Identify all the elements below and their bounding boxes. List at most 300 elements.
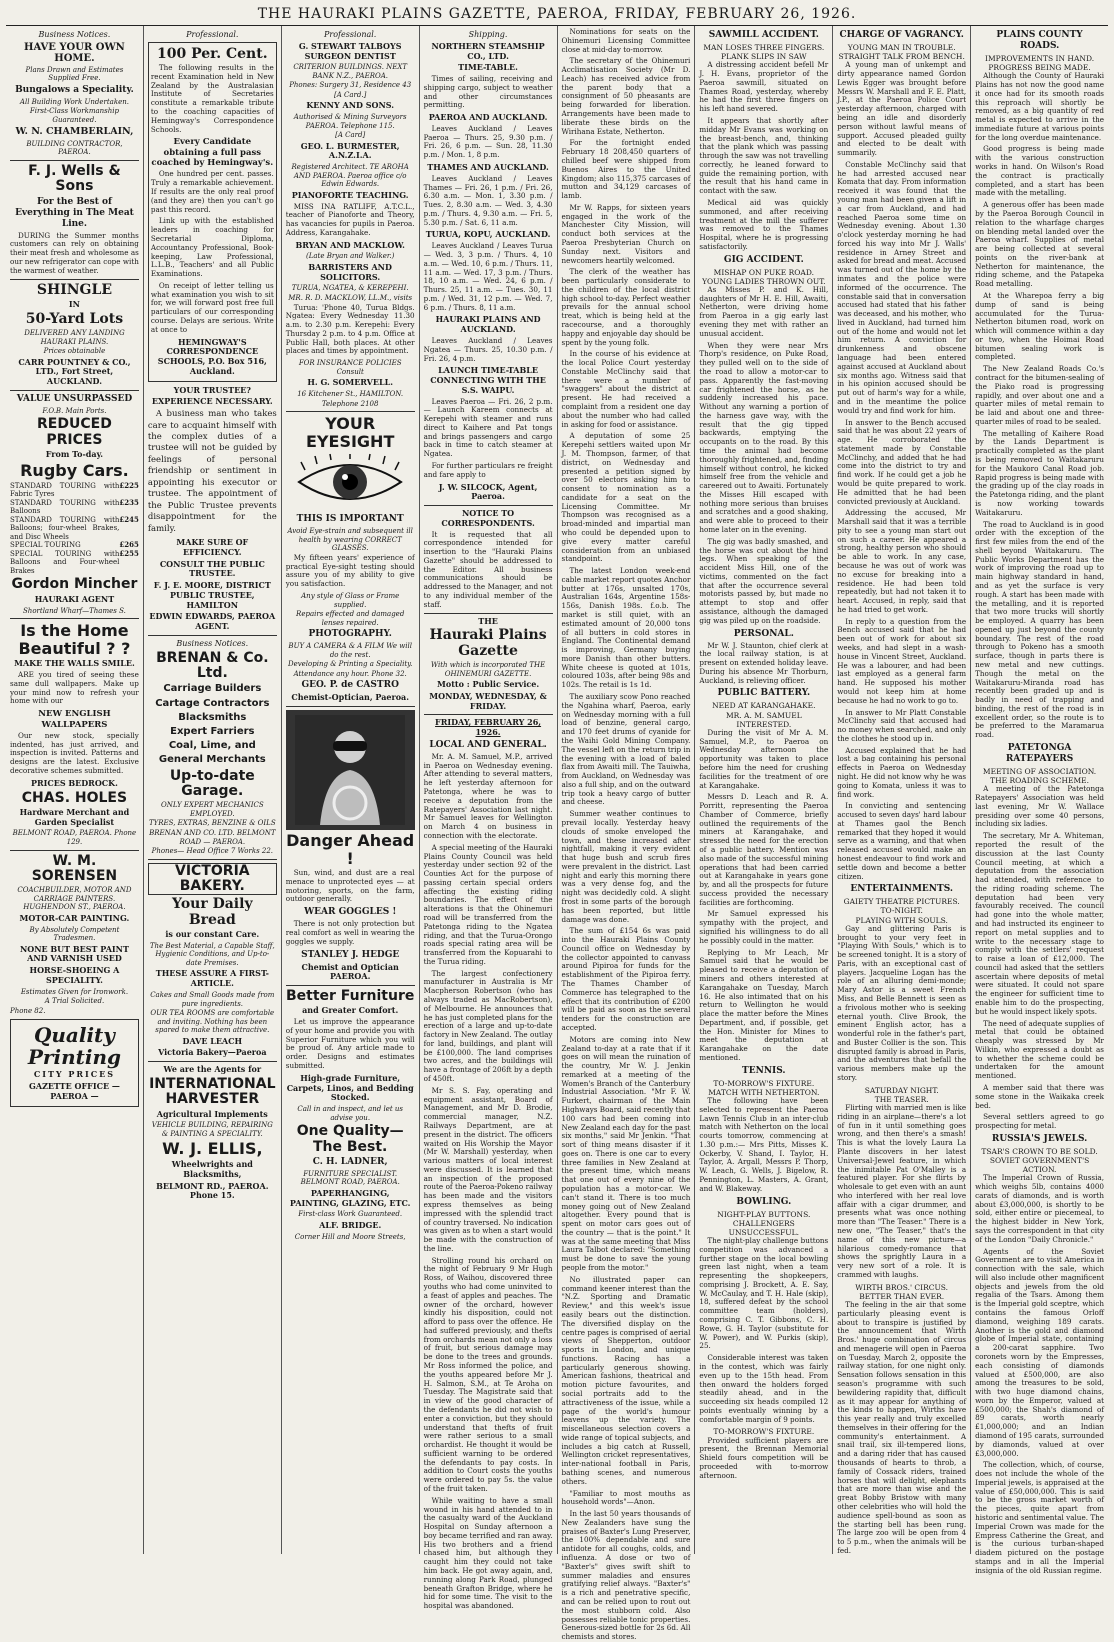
ad-headline: 100 Per. Cent. — [157, 45, 268, 62]
ad-text: Cakes and Small Goods made from pure ingredients. — [150, 990, 275, 1008]
article-paragraph: A young man of unkempt and dirty appearance named Gordon Lewis Egger was brought before Messrs W. Marshall and F. E. Platt, J.P., at the Paeroa Police Court yesterday afternoon, charged with being an idle and disorderly person without lawful means of support. Accused pleaded guilty and elected to be dealt with summarily. — [837, 60, 967, 158]
notice-heading: NOTICE TO CORRESPONDENTS. — [441, 508, 535, 528]
ad-text: [A Card.] — [334, 90, 367, 99]
ad-text: CITY PRICES — [33, 1069, 116, 1080]
ad-name: H. G. SOMERVELL. — [307, 377, 394, 388]
article-heading: TENNIS. — [742, 1065, 786, 1076]
timetable-rows: Leaves Auckland / Leaves Paeroa — Thurs. 25, 9.30 p.m. / Fri. 26, 6 p.m. — Sun. 28, 11.30 p.m. / Mon. 1, 8 p.m. — [423, 123, 553, 160]
hemingway-ad — [148, 42, 277, 382]
timetable-heading: PAEROA AND AUCKLAND. — [428, 112, 548, 123]
brenan-service-line: General Merchants — [158, 754, 266, 766]
car-price-row — [10, 516, 139, 542]
article-paragraph: Replying to Mr Leach, Mr Samuel said that he would be pleased to receive a deputation of miners and others interested at Karangahake on Tuesday, March 16. He also intimated that on his return to Wellington he would place the matter before the Mines Department, and, if possible, get the Hon. Minister for Mines to meet the deputation at Karangahake on the date mentioned. — [699, 947, 829, 1062]
ad-text: First-class Work Guaranteed. — [298, 1210, 403, 1219]
article-subheading: MR. A. M. SAMUEL INTERESTED. — [725, 710, 802, 729]
ad-text: BELMONT ROAD, PAEROA. Phone 129. — [12, 829, 137, 846]
article-paragraph: A meeting of the Patetonga Ratepayers' Association was held last evening, Mr W. Wallace presiding over some 40 persons, including six ladies. — [975, 784, 1104, 829]
section-label: Shipping. — [468, 30, 508, 39]
ad-headline: REDUCED PRICES — [37, 416, 112, 448]
article-paragraph: In the last 50 years thousands of New Zealanders have sung the praises of Baxter's Lung Preserver, the 100% dependable and sure antidote for all coughs, colds, and influenza. A dose or two of "Baxter's" gives swift shift to summer maladies and ensures gratifying relief always. "Baxter's" is a rich and penetrative specific, and can be relied upon to rout out the most stubborn cold. Also possesses reliable tonic properties. Generous-sized bottle for 2s 6d. All chemists and stores. — [561, 1509, 691, 1642]
article-paragraph: The secretary of the Ohinemuri Acclimatisation Society (Mr D. Leach) has received advice from the parent body that a consignment of 50 pheasants are being forwarded for liberation. Arrangements have been made to liberate these birds on the Wirihana Estate, Netherton. — [561, 56, 691, 136]
article-paragraph: During the visit of Mr A. M. Samuel, M.P., to Paeroa on Wednesday afternoon the opportunity was taken to place before him the need for crushing facilities for the treatment of ore at Karangahake. — [699, 727, 829, 790]
ad-text: All Building Work Undertaken. — [19, 97, 129, 106]
ad-text: Turua: 'Phone 40, Turua Bldgs. Ngatea: Every Wednesday 11.30 a.m. to 2.30 p.m. Kerepehi: Every Thursday 2 p.m. to 4 p.m. Office at Public Hall, both places. At other places and times by appointment. — [285, 302, 415, 356]
article-subheading: YOUNG LADIES THROWN OUT. — [702, 276, 826, 286]
ad-text: TURUA, NGATEA, & KEREPEHI. — [291, 284, 409, 293]
ad-text: Chemist and Optician PAEROA. — [301, 961, 399, 982]
ad-text: Prices obtainable — [43, 347, 106, 356]
article-paragraph: The New Zealand Roads Co.'s contract for the bitumen-sealing of the Piako road is progressing rapidly, and over about one and a quarter miles of metal remain to be laid and about one and three-quarter miles of road to be sealed. — [975, 364, 1104, 426]
article-subheading: TO-NIGHT. — [880, 906, 923, 916]
ad-text: ARE you tired of seeing these same dull wallpapers. Make up your mind now to refresh your home with our — [10, 670, 139, 706]
article-paragraph: Mr S. S. Fay, operating and equipment assistant, Board of Management, and Mr D. Brodie, commercial manager, N.Z. Railways Department, are at present in the district. The officers waited on His Worship the Mayor (Mr W. Marshall) yesterday, when various matters of local interest were discussed. It is learned that an inspection of the proposed route of the Paeroa-Pokeno railway has been made and the visitors express themselves as being impressed with the splendid tract of country traversed. No indication was given as to when a start would be made with the construction of the line. — [423, 1085, 553, 1253]
ad-text: FURNITURE SPECIALIST. BELMONT ROAD, PAEROA. — [300, 1169, 400, 1187]
ad-text: First-Class Workmanship Guaranteed. — [29, 107, 119, 124]
ad-text: HORSE-SHOEING A SPECIALITY. — [29, 965, 120, 985]
ad-headline: F. J. Wells & Sons — [28, 163, 121, 195]
section-label: Business Notices. — [176, 638, 249, 648]
article-subheading: MEETING OF ASSOCIATION. — [982, 766, 1097, 776]
ad-text: IN — [68, 299, 80, 309]
ad-name: KENNY AND SONS. — [306, 100, 395, 111]
article-paragraph: In answer to the Bench accused said that he was about 22 years of age. He corroborated the statement made by Constable McClinchy, and added that he had come into the district to try and find work. If he could get a job he would be quite prepared to work. He admitted that he had been convicted previously at Auckland. — [837, 417, 967, 506]
divider — [148, 635, 277, 636]
ad-text: Developing & Printing a Speciality. — [287, 660, 413, 669]
column-5 — [558, 26, 696, 1642]
article-paragraph: The latest London week-end cable market report quotes Anchor butter at 176s, unsalted 170s, Australian 164s, Argentine 158s-156s, Danish 198s. f.o.b. The market is still quiet, with an estimated amount of 20,000 tons of all butters in cold stores in England. The Continental demand is improving, Germany buying more Danish than other butters. White cheese is quoted at 101s, coloured 103s, after being 98s and 102s. The retail is 1s 1d. — [561, 566, 691, 690]
article-paragraph: Mr. A. M. Samuel, M.P., arrived in Paeroa on Wednesday evening. After attending to several matters, he left yesterday afternoon for Patetonga, where he was to receive a deputation from the Ratepayers' Association last night. Mr Samuel leaves for Wellington on March 4 on business in connection with the electorate. — [423, 751, 553, 840]
ad-text: By Absolutely Competent Tradesmen. — [29, 925, 120, 943]
article-paragraph: Mr W. J. Staunton, chief clerk at the local railway station, is at present on extended holiday leave. During his absence Mr Thorburn, Auckland, is relieving officer. — [699, 640, 829, 685]
divider — [10, 850, 139, 851]
ad-headline: Bungalows a Speciality. — [15, 84, 134, 95]
eye-icon — [295, 454, 405, 510]
article-paragraph: For the fortnight ended February 18 208,450 quarters of chilled beef were shipped from Buenos Aires to the United Kingdom; also 115,375 carcases of mutton and 34,129 carcases of lamb. — [561, 138, 691, 201]
article-heading: RUSSIA'S JEWELS. — [991, 1133, 1088, 1144]
ad-text: Authorised & Mining Surveyors PAEROA. Telephone 115. — [293, 113, 407, 130]
article-paragraph: A member said that there was some stone in the Waikaka creek bed. — [975, 1083, 1104, 1110]
article-paragraph: "Familiar to most mouths as household words"—Anon. — [561, 1488, 691, 1507]
article-subheading: GAIETY THEATRE PICTURES. — [843, 897, 960, 907]
ad-text: Chemist-Optician, Paeroa. — [291, 692, 410, 703]
column-1 — [6, 26, 144, 1554]
ad-text: Estimates Given for Ironwork. — [20, 987, 129, 996]
car-model: SPECIAL TOURING with Balloons and Four-wheel Brakes — [10, 549, 120, 575]
column-6 — [695, 26, 833, 1554]
article-paragraph: Medical aid was quickly summoned, and after receiving treatment at the mill the sufferer was removed to the Thames Hospital, where he is progressing satisfactorily. — [699, 197, 829, 251]
ad-text: My fifteen years' experience of practical Eye-sight testing should assure you of my ability to give you satisfaction. — [285, 552, 415, 589]
paper-the: THE — [478, 615, 498, 626]
article-paragraph: A generous offer has been made by the Paeroa Borough Council in relation to the wharfage charges on blending metal landed over the Paeroa wharf. Supplies of metal are being collected at several points on the river-bank at Netherton for maintenance, the riding scheme, and the Patapeka Road metalling. — [975, 200, 1104, 289]
article-paragraph: In the course of his evidence at the local Police Court yesterday Constable McClinchy said that there were a number of "swaggers" about the district at present. He had received a complaint from a resident one day about the number who had called in asking for food or assistance. — [561, 349, 691, 429]
ad-text: The Best Material, a Capable Staff, Hygienic Conditions, and Up-to-date Premises. — [149, 941, 275, 967]
ad-headline: Every Candidate obtaining a full pass coached by Hemingway's. — [151, 137, 274, 169]
paper-days: MONDAY, WEDNESDAY, & FRIDAY. — [429, 690, 547, 711]
article-paragraph: In reply to a question from the Bench accused said that he had been out of work for about six weeks, and had slept in a wash-house in Vincent Street, Auckland. He was a labourer, and had been last employed as a general farm hand. He supposed his mother would not keep him at home because he had no work to go to. — [837, 616, 967, 705]
divider — [424, 714, 553, 715]
article-subheading: CHALLENGERS UNSUCCESSFUL. — [728, 1218, 799, 1237]
ad-name: F. J. E. MOORE, DISTRICT PUBLIC TRUSTEE, HAMILTON — [153, 580, 271, 610]
article-subheading: THE TEASER. — [874, 1094, 929, 1104]
article-subheading: THE ROADING SCHEME. — [990, 776, 1090, 786]
ad-text: CARR POUNTNEY & CO., LTD., Fort Street, AUCKLAND. — [18, 356, 131, 387]
paper-title: Hauraki Plains Gazette — [429, 627, 547, 659]
ad-name: C. H. LADNER, — [312, 1156, 388, 1167]
article-paragraph: As Misses P. and K. Hill, daughters of Mr H. E. Hill, Awaiti, Netherton, were driving home from Paeroa in a gig early last evening they met with rather an unusual accident. — [699, 284, 829, 338]
article-heading: SAWMILL ACCIDENT. — [708, 30, 819, 40]
ad-headline: HAVE YOUR OWN HOME. — [24, 41, 125, 64]
ad-text: ONLY EXPERT MECHANICS EMPLOYED. — [160, 801, 264, 818]
section-label: Professional. — [186, 30, 239, 39]
timetable-rows: Leaves Auckland / Leaves Thames — Fri. 26, 1 p.m. / Fri. 26, 6.30 a.m. — Mon. 1, 3.30 p.m. / Tues. 2, 8.30 a.m. — Wed. 3, 4.30 p.m. / Thurs. 4, 9.30 a.m. — Fri. 5, 5.30 p.m. / Sat. 6, 11 a.m. — [423, 173, 553, 227]
article-paragraph: In answer to Mr Platt Constable McClinchy said that accused had no money when searched, and only the clothes he stood up in. — [837, 707, 967, 743]
ad-text: For further particulars re freight and fare apply to — [423, 461, 553, 479]
car-price-row — [10, 550, 139, 576]
ad-headline: MOTOR-CAR PAINTING. — [19, 912, 130, 923]
article-subheading: PLAYING WITH SOULS. — [855, 915, 948, 925]
ad-headline: BRENAN & Co. Ltd. — [156, 649, 269, 682]
motorist-illustration — [286, 710, 415, 830]
article-paragraph: The metalling of Kaihere Road by the Lands Department is practically completed as the plant is being removed to Waitakaruru for the Maukoro Canal Road job. Rapid progress is being made with the grading up of the clay roads in the Patetonga riding, and the plant is now working towards Waitakaruru. — [975, 428, 1104, 517]
article-heading: LOCAL AND GENERAL. — [429, 739, 547, 750]
ad-headline: Danger Ahead ! — [286, 830, 415, 868]
timetable-rows: Leaves Paeroa — Fri. 26, 2 p.m. — Launch Kareem connects at Kerepehi with steamer and runs direct to Kaihere and Pat tongs and brings passengers and cargo back in time to catch steamer at Ngatea. — [423, 396, 553, 459]
article-subheading: MATCH WITH NETHERTON. — [708, 1087, 820, 1097]
ad-text: MAKE SURE OF EFFICIENCY. — [176, 537, 249, 557]
ad-text: PAPERHANGING, PAINTING, GLAZING, ETC. — [289, 1187, 411, 1208]
ad-text: MR. R. D. MACKLOW, LL.M., visits — [288, 294, 413, 302]
eye-illustration — [286, 452, 415, 512]
ad-text: Agricultural Implements — [156, 1108, 268, 1119]
article-paragraph: Constable McClinchy said that he had arrested accused near Komata that day. From information received it was found that the young man had been given a lift in a car from Auckland, and had reached Paeroa some time on Wednesday evening. About 1.30 o'clock yesterday morning he had forced his way into Mr J. Walls' residence in Arney Street and asked for bread and meat. Accused was turned out of the home by the inmates and the police were informed of the occurrence. The constable said that in conversation accused had stated that his father was deceased, and his mother, who lived in Auckland, had turned him out of the home and would not let him return. A conviction for drunkenness and obscene language had been entered against accused at Auckland about six months ago. Witness said that in his opinion accused should be put out of harm's way for a while, and in the meantime the police would try and find work for him. — [837, 159, 967, 415]
article-paragraph: Agents of the Soviet Government are to visit America in connection with the sale, which will also include other magnificent objects and jewels from the old regalia of the Tsars. Among them is the Imperial gold sceptre, which contains the famous Orloff diamond, weighing 189 carats. Another is the gold and diamond globe of Imperial state, containing a 200-carat sapphire. Two coronets worn by the Empresses, each consisting of diamonds valued at £500,000, are also among the treasures to be sold, with two huge diamond chains, worn by the Emperor, valued at £500,000; the Shah's diamond of 89 carats, worth nearly £1,000,000; and an Indian diamond of 195 carats, surrounded by diamonds, valued at over £3,000,000. — [975, 1246, 1104, 1458]
article-paragraph: Nominations for seats on the Ohinemuri Licensing Committee close at mid-day to-morrow. — [561, 27, 691, 54]
ad-headline: YOUR TRUSTEE? — [173, 384, 251, 395]
article-heading: PERSONAL. — [733, 628, 794, 639]
ad-headline: VALUE UNSURPASSED — [16, 393, 133, 404]
paper-sub: With which is incorporated THE OHINEMURI GAZETTE. — [430, 661, 546, 678]
car-model: STANDARD TOURING with Balloons — [10, 498, 120, 516]
ad-headline: NEW ENGLISH WALLPAPERS — [38, 709, 111, 730]
ad-text: DURING the Summer months customers can rely on obtaining their meat fresh and wholesome as our new refrigerator can cope with the warmest of weather. — [10, 230, 139, 275]
ad-text: On receipt of letter telling us what examination you wish to sit for, we will forward post free full particulars of our corresponding course. Delays are serious. Write at once to — [150, 280, 274, 334]
timetable-heading: LAUNCH TIME-TABLE CONNECTING WITH THE S.S. WAIPU. — [430, 365, 546, 395]
car-price: £245 — [119, 514, 139, 524]
ad-text: Phones: Surgery 31, Residence 43 — [289, 81, 412, 90]
column-4 — [420, 26, 558, 1611]
ad-headline: YOUR EYESIGHT — [306, 414, 395, 451]
notice-text: It is requested that all correspondence intended for insertion to the "Hauraki Plains Gazette" should be addressed to the Editor. All business communications should be addressed to the Manager, and not to any individual member of the staff. — [423, 529, 553, 609]
article-paragraph: Addressing the accused, Mr Marshall said that it was a terrible pity to see a young man start out on such a career. He appeared a strong, healthy person who should be able to work. In any case, because he was out of work was no excuse for breaking into a residence. He had been told repeatedly, but had not taken it to heart. Accused, in reply, said that he had tried to get work. — [837, 508, 967, 614]
column-2 — [144, 26, 282, 1554]
article-paragraph: Summer weather continues to prevail locally. Yesterday heavy clouds of smoke enveloped the town, and these increased after nightfall, making it very evident that huge bush and scrub fires were prevalent in the district. Last night and early this morning there was a very dense fog, and the night was decidedly cold. A slight frost in some parts of the borough has been reported, but little damage was done. — [561, 809, 691, 924]
article-paragraph: The sum of £154 6s was paid into the Hauraki Plains County Council office on Wednesday by the collector appointed to canvass around Pipiroa for funds for the establishment of the Pipiroa ferry. The Thames Chamber of Commerce has telegraphed to the effect that its contribution of £200 will be paid as soon as the several tenders for the construction are accepted. — [561, 926, 691, 1032]
ad-text: Times of sailing, receiving and shipping cargo, subject to weather and other circumstances permitting. — [423, 74, 553, 110]
article-subheading: SOVIET GOVERNMENT'S ACTION. — [989, 1156, 1090, 1175]
ad-name: ALF. BRIDGE. — [319, 1219, 382, 1230]
ad-text: (Late Bryan and Walker.) — [305, 252, 395, 261]
article-subheading: PROGRESS BEING MADE. — [988, 63, 1091, 73]
ad-text: We are the Agents for — [163, 1064, 262, 1075]
ad-text: Link up with the established leaders in coaching for Secretarial Diploma, Accountancy Professional, Book-keeping, Law Professional, L.L.B., Teachers' and all Public Examinations. — [150, 216, 274, 279]
article-subheading: NEED AT KARANGAHAKE. — [712, 701, 816, 711]
brenan-service-line: Coal, Lime, and — [168, 740, 256, 752]
column-8 — [971, 26, 1108, 1575]
ad-text: and Greater Comfort. — [302, 1005, 399, 1016]
car-model: SPECIAL TOURING — [10, 541, 81, 550]
ad-text: BELMONT RD., PAEROA. Phone 15. — [156, 1180, 269, 1201]
article-paragraph: It appears that shortly after midday Mr Evans was working on the breast-bench, and, thinking that the plank which was passing through the saw was not travelling correctly, he leaned forward to guide the remaining portion, with the result that his hand came in contact with the saw. — [699, 115, 829, 196]
ad-headline: SHINGLE — [36, 281, 113, 298]
ad-headline: Quality Printing — [27, 1023, 121, 1070]
article-paragraph: The Imperial Crown of Russia, which weighs 5lb, contains 4000 carats of diamonds, and is worth about £3,000,000, is shortly to be sold, either entire or piecemeal, to the highest bidder in New York, says the correspondent in that city of the London "Daily Chronicle." — [975, 1173, 1104, 1244]
ad-text: Phones— Head Office 7 Works 22. — [151, 847, 274, 856]
columns — [6, 26, 1108, 1642]
article-subheading: NIGHT-PLAY BUTTONS. — [717, 1209, 811, 1219]
ad-name: HEMINGWAY'S CORRESPONDENCE SCHOOLS, P.O. Box 516, Auckland. — [157, 336, 267, 376]
article-paragraph: The need of adequate supplies of metal that could be obtained cheaply was stressed by Mr Wilkin, who expressed a doubt as to whether the scheme could be undertaken for the amount mentioned. — [975, 1018, 1104, 1081]
article-paragraph: A special meeting of the Hauraki Plains County Council was held yesterday under section 92 of the Counties Act for the purpose of passing certain special orders affecting the existing riding boundaries. The effect of the alterations is that the Ohinemuri road will be transferred from the Patetonga riding to the Ngatea riding, and that the Turua-Orongo roads special rating area will be transferred from the Kopuarahi to the Turua riding. — [423, 842, 553, 966]
car-price-row — [10, 482, 139, 499]
ad-headline: Your Daily Bread — [172, 896, 253, 928]
article-paragraph: The road to Auckland is in good order with the exception of the first few miles from the end of the shell beyond Waitakaruru. The Public Works Department has the work of improving the road up to main highway standard in hand, and as yet the surface is very rough. A start has been made with the metalling, and it is reported that two more trucks will shortly be employed. A quarry has been opened up just beyond the county boundary. The rest of the road through to Pokeno has a smooth surface, though in parts there is new metal and new cuttings. Though the metal on the Waitakaruru-Miranda road has recently been graded up and is badly in need of trapping and binding, the rest of the road is in excellent order, so the route is to be preferred to the Maramarua road. — [975, 519, 1104, 740]
paper-motto: Motto : Public Service. — [437, 679, 540, 690]
ad-text: DELIVERED ANY LANDING HAURAKI PLAINS. — [24, 329, 125, 346]
ad-name: EDWIN EDWARDS, PAEROA AGENT. — [149, 611, 276, 632]
ad-text: MAKE THE WALLS SMILE. — [14, 658, 135, 669]
ad-headline: PHOTOGRAPHY. — [308, 629, 392, 640]
article-subheading: YOUNG MAN IN TROUBLE. — [847, 42, 956, 52]
ad-name: STANLEY J. HEDGE — [301, 949, 400, 960]
ad-headline: Better Furniture — [285, 988, 415, 1004]
article-paragraph: When they were near Mrs Thorp's residence, on Puke Road, they pulled well on to the side of the road to allow a motor-car to pass. Apparently the fast-moving car frightened the horse, as he suddenly increased his pace. Without any warning a portion of the harness gave way, with the result that the gig tipped backwards, emptying the occupants on to the road. By this time the animal had become thoroughly frightened, and, finding himself without control, he kicked himself free from the vehicle and careered out to Awaiti. Fortunately the Misses Hill escaped with nothing more serious than bruises and scratches and a good shaking, and were able to proceed to their home later on in the evening. — [699, 340, 829, 534]
ad-text: F.O.B. Main Ports. — [42, 406, 107, 415]
ad-headline: INTERNATIONAL HARVESTER — [149, 1075, 276, 1108]
article-subheading: IMPROVEMENTS IN HAND. — [985, 53, 1095, 63]
ad-text: BARRISTERS AND SOLICITORS. — [308, 261, 392, 282]
ad-text: is our constant Care. — [165, 929, 260, 940]
ad-text: There is not only protection but real comfort as well in wearing the goggles we supply. — [285, 919, 415, 946]
ad-text: Telephone 2108 — [321, 399, 379, 408]
article-subheading: MAN LOSES THREE FINGERS. — [703, 42, 825, 52]
article-heading: ENTERTAINMENTS. — [850, 884, 954, 895]
ad-text: Corner Hill and Moore Streets, — [294, 1232, 406, 1241]
ad-text: Victoria Bakery—Paeroa — [158, 1047, 267, 1058]
article-paragraph: Gay and glittering Paris is brought to your very feet in "Playing With Souls," which is to be screened tonight. It is a story of Paris, with an exceptional cast of players. Jacqueline Logan has the role of an alluring demi-monde; Mary Astor is a sweet French Miss, and Belle Bennett is seen as a frivolous mother who is seeking eternal youth. Clive Brook, the eminent English actor, has a wonderful role in the father's part, and Buster Collier is the son. This disrupted family is abroad in Paris, and the adventures that befall the various members make up the story. — [837, 923, 967, 1083]
ad-headline: Gordon Mincher — [11, 576, 138, 593]
paper-date: FRIDAY, FEBRUARY 26, 1926. — [435, 717, 542, 738]
ad-headline: Is the Home Beautiful ? ? — [18, 621, 131, 658]
article-subheading: BETTER THAN EVER. — [859, 1291, 945, 1301]
ad-text: Registered Architect. TE AROHA AND PAEROA. Paeroa office c/o Edwin Edwards. — [291, 163, 409, 189]
article-paragraph: At the Wharepoa ferry a big dump of sand is being accumulated for the Turua-Netherton bitumen road, work on which will commence within a day or two, when the Hoimai Road bitumen sealing work is completed. — [975, 290, 1104, 362]
ad-name: GEO. P. de CASTRO — [301, 680, 399, 691]
ad-text: Attendance any hour. Phone 32. — [293, 669, 407, 678]
timetable-heading: TURUA, KOPU, AUCKLAND. — [425, 229, 551, 240]
divider — [286, 706, 415, 707]
column-3 — [282, 26, 420, 1554]
article-paragraph: The following have been selected to represent the Paeroa Lawn Tennis Club in an inter-club match with Netherton on the local courts tomorrow, commencing at 1.30 p.m.:— Mrs Pitts, Misses K. Ockerby, V. Shand, I. Taylor, H. Taylor, A. Argall, Messrs P. Thorp, W. Leach, G. Wells, J. Bigelow, R. Pennington, L. Masters, A. Grant, and W. Blakeway. — [699, 1096, 829, 1193]
car-price: £255 — [119, 548, 139, 558]
article-subheading: SATURDAY NIGHT. — [864, 1085, 939, 1095]
ad-text: TYRES, EXTRAS, BENZINE & OILS — [149, 819, 276, 828]
ad-text: OUR TEA ROOMS are comfortable and inviting. Nothing has been spared to make them attractive. — [150, 1009, 275, 1035]
ad-headline: THIS IS IMPORTANT — [296, 514, 404, 525]
ad-headline: 50-Yard Lots — [25, 310, 124, 327]
brenan-service-line: Blacksmiths — [178, 711, 247, 723]
article-paragraph: Several settlers agreed to go prospecting for metal. — [975, 1112, 1104, 1131]
ad-text: The following results in the recent Examination held in New Zealand by the Australasian Institute of Secretaries constitute a remarkable tribute to the coaching capacities of Hemingway's Correspondence Schools. — [150, 63, 274, 134]
article-heading: GIG ACCIDENT. — [723, 254, 804, 265]
ad-text: Repairs effected and damaged lenses repaired. — [296, 610, 405, 627]
ad-text: COACHBUILDER, MOTOR AND CARRIAGE PAINTERS. HUGHENDON ST., PAEROA. — [17, 886, 132, 912]
article-paragraph: Considerable interest was taken in the contest, which was fairly even up to the 15th head. From then onward the holders forged steadily ahead, and in the succeeding six heads compiled 12 points eventually winning by a comfortable margin of 9 points. — [699, 1353, 829, 1424]
article-paragraph: The clerk of the weather has been particularly considerate to the children of the local district high school to-day. Perfect weather prevails for the annual school treat, which is being held at the racecourse, and a thoroughly happy and enjoyable day should be spent by the young folk. — [561, 267, 691, 347]
timetable-rows: Leaves Auckland / Leaves Ngatea — Thurs. 25, 10.30 p.m. / Fri. 26, 4 p.m. — [423, 335, 553, 363]
ad-text: Any style of Glass or Frame supplied. — [301, 591, 400, 609]
ad-text: 16 Kitchener St., HAMILTON. — [297, 390, 404, 399]
article-heading: PATETONGA RATEPAYERS — [1005, 743, 1074, 764]
article-paragraph: Flirting with married men is like riding in an airplane—there's a lot of fun in it until something goes wrong, and then there's a smash! This is what the lovely Laura La Plante discovers in her latest Universal-Jewel feature, in which the inimitable Pat O'Malley is a featured player. For she flirts by wholesale to get even with an aunt who interfered with her real love affair with a cigar drummer, and presents what was once nothing more than "The Teaser." There is a new one, "The Teaser," that's the name of this new picture—a hilarious comedy-romance that shows the sprightly Laura in a very new sort of a role. It is crammed with laughs. — [837, 1103, 967, 1279]
ad-text: Wheelwrights and Blacksmiths, — [171, 1159, 253, 1179]
ad-text: A Trial Solicited. — [44, 997, 105, 1006]
ad-name: GEO. L. BURMESTER, A.N.Z.I.A. — [300, 140, 400, 161]
ad-text: THESE ASSURE A FIRST-ARTICLE. — [155, 968, 269, 989]
article-subheading: MISHAP ON PUKE ROAD. — [713, 267, 814, 277]
divider — [286, 985, 415, 986]
masthead: THE HAURAKI PLAINS GAZETTE, PAEROA, FRIDAY, FEBRUARY 26, 1926. — [6, 4, 1108, 26]
ad-text: CRITERION BUILDINGS. NEXT BANK N.Z., PAEROA. — [293, 63, 408, 80]
ad-headline: WEAR GOGGLES ! — [304, 907, 397, 918]
article-paragraph: Although the County of Hauraki Plains has not now the good name it once had for its smooth roads this reproach will shortly be removed, as a big quantity of red metal is expected to arrive in the immediate future at various points for the long overdue maintenance. — [975, 71, 1104, 142]
ad-text: Hardware Merchant and Garden Specialist — [19, 806, 130, 827]
divider — [10, 390, 139, 391]
divider — [10, 160, 139, 161]
ad-headline: VICTORIA BAKERY. — [148, 863, 277, 896]
ad-text: NONE BUT BEST PAINT AND VARNISH USED — [19, 943, 129, 964]
article-paragraph: Provided sufficient players are present, the Brennan Memorial Shield fours competition will be proceeded with to-morrow afternoon. — [699, 1435, 829, 1480]
section-label: Business Notices. — [38, 30, 111, 39]
ad-text: One hundred per cent. passes. Truly a remarkable achievement. If results are the only real proof (and they are) then you can't go past this record. — [150, 169, 274, 214]
article-subheading: TSAR'S CROWN TO BE SOLD. — [981, 1146, 1098, 1156]
ad-text: GAZETTE OFFICE — PAEROA — — [29, 1081, 120, 1101]
brenan-services — [148, 683, 277, 766]
ad-text: EXPERIENCE NECESSARY. — [151, 396, 273, 407]
car-price: £265 — [119, 540, 139, 550]
timetable-rows: Leaves Auckland / Leaves Turua — Wed. 3, 3 p.m. / Thurs. 4, 10 a.m. — Wed. 10, 6 p.m. / Thurs. 11, 11 a.m. — Wed. 17, 3 p.m. / Thurs. 18, 10 a.m. — Wed. 24, 6 p.m. / Thurs. 25, 11 a.m. — Tues. 30, 11 p.m. / Wed. 31, 12 p.m. — Wed. 7, 6 p.m. / Thurs. 8, 11 a.m. — [423, 241, 553, 312]
ad-headline: W. J. ELLIS, — [162, 1139, 263, 1159]
ad-text: BUILDING CONTRACTOR, PAEROA. — [26, 139, 123, 157]
article-paragraph: The night-play challenge buttons competition was advanced a further stage on the local bowling green last night, when a team representing the shopkeepers, comprising J. Brockett, A. E. Say, W. McCaulay, and T. H. Hale (skip), 18, suffered defeat by the school committee team (holders), comprising C. T. Gibbons, C. H. Rowe, G. H. Taylor (substitute for W. Power), and W. Purkis (skip), 25. — [699, 1236, 829, 1351]
column-7 — [833, 26, 971, 1554]
section-label: Professional. — [324, 30, 377, 39]
car-price-row — [10, 499, 139, 516]
ad-headline: CHAS. HOLES — [21, 789, 128, 806]
ad-text: Avoid Eye-strain and subsequent ill health by wearing CORRECT GLASSES. — [287, 527, 413, 553]
ad-headline: W. M. SORENSEN — [31, 852, 118, 884]
car-price: £235 — [119, 497, 139, 507]
printing-ad — [10, 1019, 139, 1106]
article-paragraph: No illustrated paper can command keener interest than the "N.Z. Sporting and Dramatic Review," and this week's issue easily bears out the distinction. The diversified display on the centre pages is comprised of aerial views of Shepperton, outdoor sports in London, and unique functions. Racing has a particularly generous showing. American fashions, theatrical and motion picture favourites, and social portraits add to the attractiveness of the issue, while a page of the world's humour leavens up the variety. The miscellaneous selection covers a wide range of topical subjects, and includes a big catch at Russell, Wellington cricket representatives, inter-national football in Paris, bathing scenes, and numerous others. — [561, 1274, 691, 1486]
article-heading: PLAINS COUNTY ROADS. — [996, 30, 1083, 51]
timetable-heading: THAMES AND AUCKLAND. — [427, 162, 549, 172]
brenan-service-line: Cartage Contractors — [155, 697, 270, 709]
car-price: £225 — [119, 480, 139, 490]
ad-headline: PIANOFORTE TEACHING. — [291, 189, 409, 200]
divider — [286, 411, 415, 412]
ad-text: A business man who takes care to acquaint himself with the complex duties of a trustee will not be guided by feelings of personal friendship or sentiment in appointing his executor or trustee. The appointment of the Public Trustee prevents disappointment for the family. — [147, 409, 277, 534]
article-subheading: PLANK SLIPS IN SAW — [721, 52, 807, 62]
article-paragraph: Mr W. Rapps, for sixteen years engaged in the work of the Manchester City Mission, will conduct both services at the Paeroa Presbyterian Church on Sunday next. Visitors and newcomers heartily welcomed. — [561, 202, 691, 265]
ad-name: NORTHERN STEAMSHIP CO., LTD. — [431, 40, 545, 61]
brenan-service-line: Expert Farriers — [170, 726, 255, 738]
car-model: STANDARD TOURING with Fabric Tyres — [10, 481, 120, 499]
divider — [424, 505, 553, 506]
ad-headline: Up-to-date Garage. — [169, 767, 255, 799]
ad-text: Shortland Wharf—Thames S. — [23, 606, 126, 615]
ad-name: BRYAN AND MACKLOW. — [295, 239, 405, 250]
divider — [148, 1061, 277, 1062]
ad-text: For the Best of Everything in The Meat Line. — [15, 196, 134, 229]
ad-text: Plans Drawn and Estimates Supplied Free. — [25, 65, 124, 83]
article-paragraph: Mr Samuel expressed his sympathy with the project, and signified his willingness to do all he possibly could in the matter. — [699, 909, 829, 945]
ad-text: Let us improve the appearance of your home and provide you with Superior Furniture which you will be proud of. Any article made to order. Designs and estimates submitted. — [285, 1017, 415, 1071]
ad-text: Our new stock, specially indented, has just arrived, and inspection is invited. Patterns and designs are the latest. Exclusive decorative schemes submitted. — [10, 730, 139, 776]
motorist-icon — [295, 715, 405, 825]
article-subheading: TO-MORROW'S FIXTURE. — [713, 1427, 815, 1437]
ad-headline: Rugby Cars. — [20, 461, 129, 481]
divider — [10, 618, 139, 619]
ad-name: DAVE LEACH — [182, 1035, 243, 1046]
ad-text: PRICES BEDROCK. — [30, 777, 118, 788]
divider — [148, 859, 277, 860]
brenan-service-line: Carriage Builders — [163, 683, 262, 695]
article-subheading: TO-MORROW'S FIXTURE. — [713, 1078, 815, 1088]
ad-headline: One Quality—The Best. — [296, 1123, 404, 1155]
ad-text: HAURAKI AGENT — [34, 593, 115, 604]
timetable-heading: HAURAKI PLAINS AND AUCKLAND. — [435, 314, 541, 335]
ad-name: W. N. CHAMBERLAIN, — [15, 126, 134, 138]
article-paragraph: In convicting and sentencing accused to seven days' hard labour at Thames gaol the Bench remarked that they hoped it would serve as a warning, and that when released accused would make an honest endeavour to find work and settle down and become a better citizen. — [837, 801, 967, 881]
ad-text: [A Card] — [335, 131, 366, 140]
ad-text: From To-day. — [45, 449, 104, 460]
ad-text: Call in and inspect, and let us advise you. — [297, 1105, 404, 1122]
article-paragraph: Strolling round his orchard on the night of February 9 Mr Hugh Ross, of Waihou, discovered three youths who had come uninvited to a feast of apples and peaches. The owner of the orchard, however kindly his disposition, could not afford to pass over the offence. He had suffered previously, and thefts from orchards mean not only a loss of fruit, but serious damage may be done to the trees and grounds. Mr Ross informed the police, and the youths appeared before Mr J. H. Salmon, S.M., at Te Aroha on Tuesday. The Magistrate said that in view of the good character of the defendants he did not wish to enter a conviction, but they should understand that thefts of fruit were rather serious to a small orchardist. He thought it would be sufficient warning to be ordered the defendants to pay costs. In addition to Court costs the youths were ordered to pay 5s. the value of the fruit taken. — [423, 1255, 553, 1493]
ad-text: TIME-TABLE. — [458, 62, 518, 73]
article-paragraph: The gig was badly smashed, and the horse was cut about the hind legs. When speaking of the accident Miss Hill, one of the victims, commented on the fact that after the occurrence several motorists passed by, but made no attempt to stop and offer assistance, although the damaged gig was piled up on the roadside. — [699, 536, 829, 625]
article-subheading: STRAIGHT TALK FROM BENCH. — [838, 52, 965, 62]
article-paragraph: A distressing accident befell Mr J. H. Evans, proprietor of the Paeroa sawmill, situated on Thames Road, yesterday, whereby he had the first three fingers on his left hand severed. — [699, 60, 829, 114]
article-heading: PUBLIC BATTERY. — [717, 688, 811, 699]
car-model: STANDARD TOURING with Balloons; four-wheel Brakes, and Disc Wheels — [10, 515, 120, 541]
ad-text: High-grade Furniture, Carpets, Linos, and Bedding Stocked. — [286, 1072, 414, 1103]
ad-name: J. W. SILCOCK, Agent, Paeroa. — [438, 481, 538, 502]
article-paragraph: A deputation of some 25 Kerepehi settlers waited upon Mr J. M. Thompson, farmer, of that district, on Wednesday and presented a petition signed by over 50 electors asking him to consent to nomination as a candidate for a seat on the Licensing Committee. Mr Thompson was recognised as a broad-minded and impartial man who could be depended upon to give every matter careful consideration from an unbiased standpoint. — [561, 431, 691, 564]
article-paragraph: The collection, which, of course, does not include the whole of the Imperial jewels, is appraised at the value of £50,000,000. This is said to be the gross market worth of the pieces, quite apart from historic and sentimental value. The Imperial Crown was made for the Empress Catherine the Great, and is the curious turban-shaped diadem pictured on the postage stamps and in all the Imperial insignia of the old Russian regime. — [975, 1460, 1104, 1575]
article-paragraph: While waiting to have a small wound in his hand attended to in the casualty ward of the Auckland Hospital on Sunday afternoon a boy became terrified and ran away. His two brothers and a friend chased him, but although they caught him they could not take him back. He got away again, and, running along Park Road, plunged beneath Grafton Bridge, where he hid for some time. The visit to the hospital was abandoned. — [423, 1495, 553, 1611]
divider — [10, 279, 139, 280]
ad-name: G. STEWART TALBOYS SURGEON DENTIST — [298, 40, 402, 61]
article-heading: BOWLING. — [736, 1196, 792, 1207]
article-paragraph: The feeling in the air that some particularly pleasing event is about to transpire is justified by the announcement that Wirth Bros.' huge combination of circus and menagerie will open in Paeroa on Tuesday, March 2, opposite the railway station, for one night only. Sensation follows sensation in this season's programme with such bewildering rapidity that, difficult as it may appear for anything of the kinds to happen, Wirths have this year really and truly excelled themselves in their offering for the community's entertainment. A snail trail, six ill-tempered lions, and a daring rider that has caused thousands of hearts to throb, a family of Cossack riders, trained horses that will delight, elephants that are more than wise and the great Bobby Bristow with many other celebrities who will hold the audience spell-bound as soon as the starting bell has been rung. The large zoo will be open from 4 to 5 p.m., when the animals will be fed. — [837, 1299, 967, 1555]
article-paragraph: The auxiliary scow Pono reached the Ngahina wharf, Paeroa, early on Wednesday morning with a full load of benzine, general cargo, and 170 feet drums of cyanide for the Waihi Gold Mining Company. The vessel left on the return trip in the evening with a load of baled flax from Awaiti mill. The Tauiwha, from Auckland, on Wednesday was also a full ship, and on the outward trip took a heavy cargo of butter and cheese. — [561, 692, 691, 807]
car-price-list — [10, 482, 139, 576]
ad-text: BUY A CAMERA & A FILM We will do the rest. — [288, 642, 412, 659]
divider — [424, 613, 553, 614]
article-paragraph: Messrs D. Leach and R. A. Porritt, representing the Paeroa Chamber of Commerce, briefly outlined the requirements of the miners at Karangahake, and stressed the need for the erection of a public battery. Mention was also made of the successful mining operations that had been carried out at Karangahake in years gone by, and all the prospects for future success provided the necessary facilities are forthcoming. — [699, 792, 829, 907]
ad-text: BRENAN AND CO. LTD. BELMONT ROAD — PAEROA. — [149, 828, 276, 846]
article-heading: CHARGE OF VAGRANCY. — [839, 30, 964, 40]
